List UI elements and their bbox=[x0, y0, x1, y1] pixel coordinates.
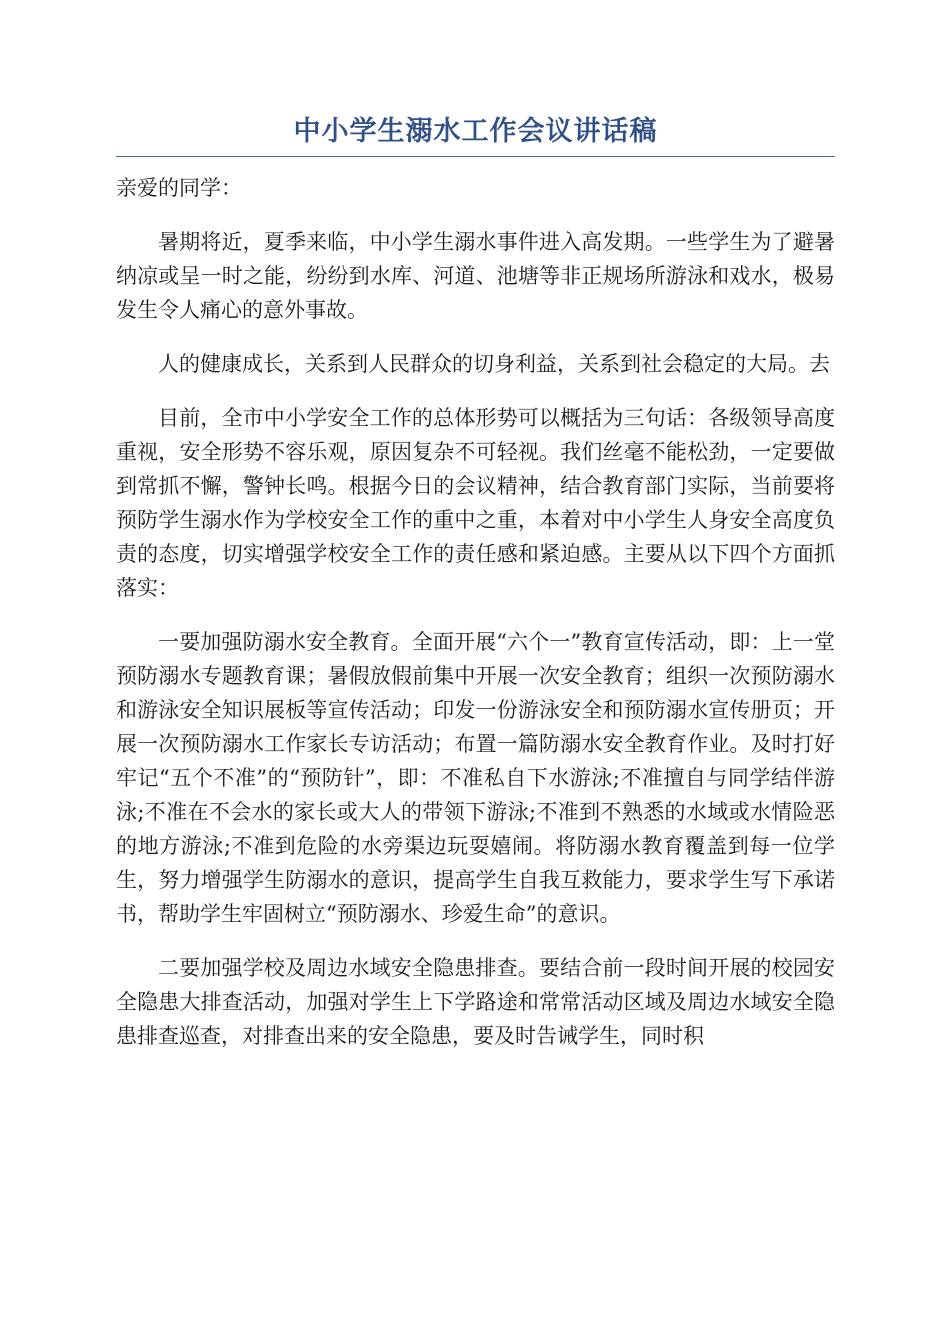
paragraph-1: 暑期将近，夏季来临，中小学生溺水事件进入高发期。一些学生为了避暑纳凉或呈一时之能，纷纷到水库、河道、池塘等非正规场所游泳和戏水，极易发生令人痛心的意外事故。 bbox=[116, 230, 835, 322]
paragraph-2: 人的健康成长，关系到人民群众的切身利益，关系到社会稳定的大局。去 bbox=[158, 352, 830, 376]
document-page bbox=[116, 112, 835, 1073]
paragraph-3: 目前，全市中小学安全工作的总体形势可以概括为三句话：各级领导高度重视，安全形势不容乐观，原因复杂不可轻视。我们丝毫不能松劲，一定要做到常抓不懈，警钟长鸣。根据今日的会议精神，结合教育部门实际，当前要将预防学生溺水作为学校安全工作的重中之重，本着对中小学生人身安全高度负责的态度，切实增强学校安全工作的责任感和紧迫感。主要从以下四个方面抓落实： bbox=[116, 406, 835, 600]
paragraph-5: 二要加强学校及周边水域安全隐患排查。要结合前一段时间开展的校园安全隐患大排查活动，加强对学生上下学路途和常常活动区域及周边水域安全隐患排查巡查，对排查出来的安全隐患，要及时告诫学生，同时积 bbox=[116, 956, 835, 1048]
title-underline bbox=[116, 156, 835, 157]
paragraph-4: 一要加强防溺水安全教育。全面开展“六个一”教育宣传活动，即：上一堂预防溺水专题教育课；暑假放假前集中开展一次安全教育；组织一次预防溺水和游泳安全知识展板等宣传活动；印发一份游泳安全和预防溺水宣传册页；开展一次预防溺水工作家长专访活动；布置一篇防溺水安全教育作业。及时打好牢记“五个不准”的“预防针”，即：不准私自下水游泳;不准擅自与同学结伴游泳;不准在不会水的家长或大人的带领下游泳;不准到不熟悉的水域或水情险恶的地方游泳;不准到危险的水旁渠边玩耍嬉闹。将防溺水教育覆盖到每一位学生，努力增强学生防溺水的意识，提高学生自我互救能力，要求学生写下承诺书，帮助学生牢固树立“预防溺水、珍爱生命”的意识。 bbox=[116, 630, 835, 926]
salutation: 亲爱的同学： bbox=[116, 176, 242, 200]
document-title: 中小学生溺水工作会议讲话稿 bbox=[293, 116, 658, 147]
